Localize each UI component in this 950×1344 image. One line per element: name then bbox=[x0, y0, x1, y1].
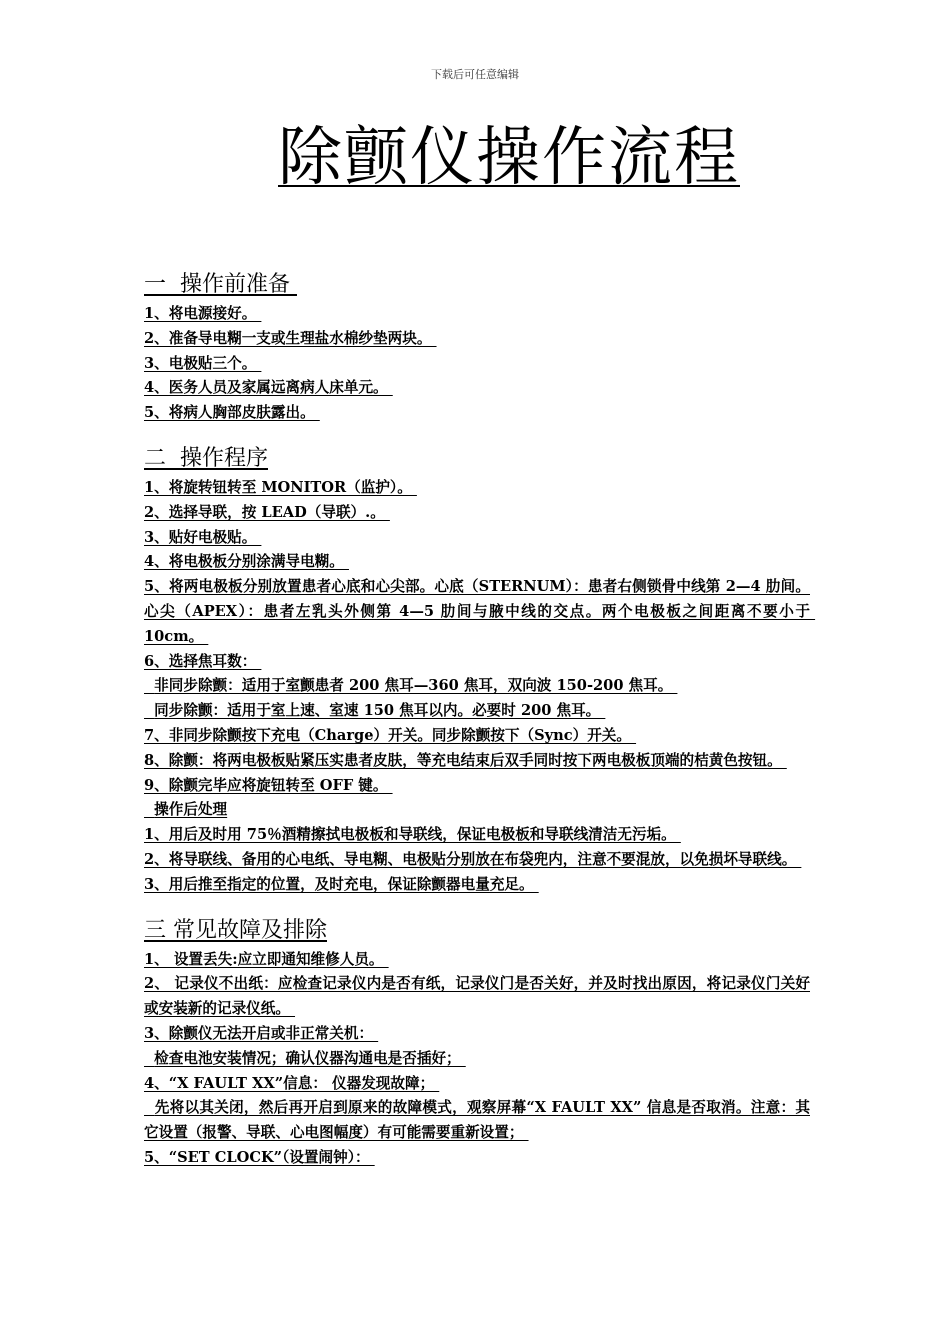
section-heading: 三 常见故障及排除 bbox=[144, 917, 327, 943]
text-line: 9、除颤完毕应将旋钮转至 OFF 键。 bbox=[144, 776, 393, 794]
text-line: 1、将电源接好。 bbox=[144, 305, 262, 322]
section-procedure bbox=[144, 442, 816, 898]
section-heading: 二 操作程序 bbox=[144, 445, 268, 471]
text-line: 3、贴好电极贴。 bbox=[144, 528, 262, 546]
text-line: 2、 记录仪不出纸：应检查记录仪内是否有纸，记录仪门是否关好，并及时找出原因，将记录仪门关好或安装新的记录仪纸。 bbox=[144, 975, 810, 1018]
text-line: 4、将电极板分别涂满导电糊。 bbox=[144, 553, 349, 571]
text-line: 7、非同步除颤按下充电（Charge）开关。同步除颤按下（Sync）开关。 bbox=[144, 726, 637, 744]
document-body bbox=[144, 268, 816, 1187]
text-line: 3、电极贴三个。 bbox=[144, 354, 262, 372]
text-line: 检查电池安装情况；确认仪器沟通电是否插好； bbox=[144, 1049, 466, 1067]
text-line: 先将以其关闭，然后再开启到原来的故障模式，观察屏幕“X FAULT XX” 信息是否取消。注意：其它设置（报警、导联、心电图幅度）有可能需要重新设置； bbox=[144, 1099, 810, 1142]
text-line: 操作后处理 bbox=[144, 801, 228, 819]
text-line: 2、准备导电糊一支或生理盐水棉纱垫两块。 bbox=[144, 329, 437, 347]
text-line: 3、除颤仪无法开启或非正常关机： bbox=[144, 1024, 379, 1042]
header-note: 下载后可任意编辑 bbox=[431, 68, 519, 81]
text-line: 5、将两电极板分别放置患者心底和心尖部。心底（STERNUM）：患者右侧锁骨中线第 2—4 肋间。心尖（APEX）：患者左乳头外侧第 4—5 肋间与腋中线的交点。两个电极板之间距离不要小于 10cm。 bbox=[144, 578, 816, 645]
document-title: 除颤仪操作流程 bbox=[278, 121, 740, 195]
text-line: 4、医务人员及家属远离病人床单元。 bbox=[144, 379, 393, 397]
text-line: 5、将病人胸部皮肤露出。 bbox=[144, 404, 320, 422]
text-line: 6、选择焦耳数： bbox=[144, 652, 262, 670]
text-line: 2、将导联线、备用的心电纸、导电糊、电极贴分别放在布袋兜内，注意不要混放，以免损坏导联线。 bbox=[144, 850, 802, 868]
text-line: 4、“X FAULT XX”信息： 仪器发现故障； bbox=[144, 1074, 440, 1092]
section-heading: 一 操作前准备 bbox=[144, 272, 297, 297]
text-line: 1、 设置丢失:应立即通知维修人员。 bbox=[144, 950, 389, 968]
text-line: 8、除颤：将两电极板贴紧压实患者皮肤，等充电结束后双手同时按下两电极板顶端的桔黄色按钮。 bbox=[144, 751, 787, 769]
text-line: 非同步除颤：适用于室颤患者 200 焦耳—360 焦耳，双向波 150-200 焦耳。 bbox=[144, 677, 678, 695]
section-troubleshooting bbox=[144, 914, 810, 1171]
text-line: 同步除颤：适用于室上速、室速 150 焦耳以内。必要时 200 焦耳。 bbox=[144, 702, 606, 720]
text-line: 2、选择导联，按 LEAD（导联）.。 bbox=[144, 503, 390, 521]
text-line: 1、用后及时用 75％酒精擦拭电极板和导联线，保证电极板和导联线清洁无污垢。 bbox=[144, 826, 681, 844]
text-line: 5、“SET CLOCK”（设置闹钟）： bbox=[144, 1148, 375, 1166]
text-line: 3、用后推至指定的位置，及时充电，保证除颤器电量充足。 bbox=[144, 875, 539, 893]
text-line: 1、将旋转钮转至 MONITOR（监护）。 bbox=[144, 478, 417, 496]
section-preparation bbox=[144, 268, 810, 426]
